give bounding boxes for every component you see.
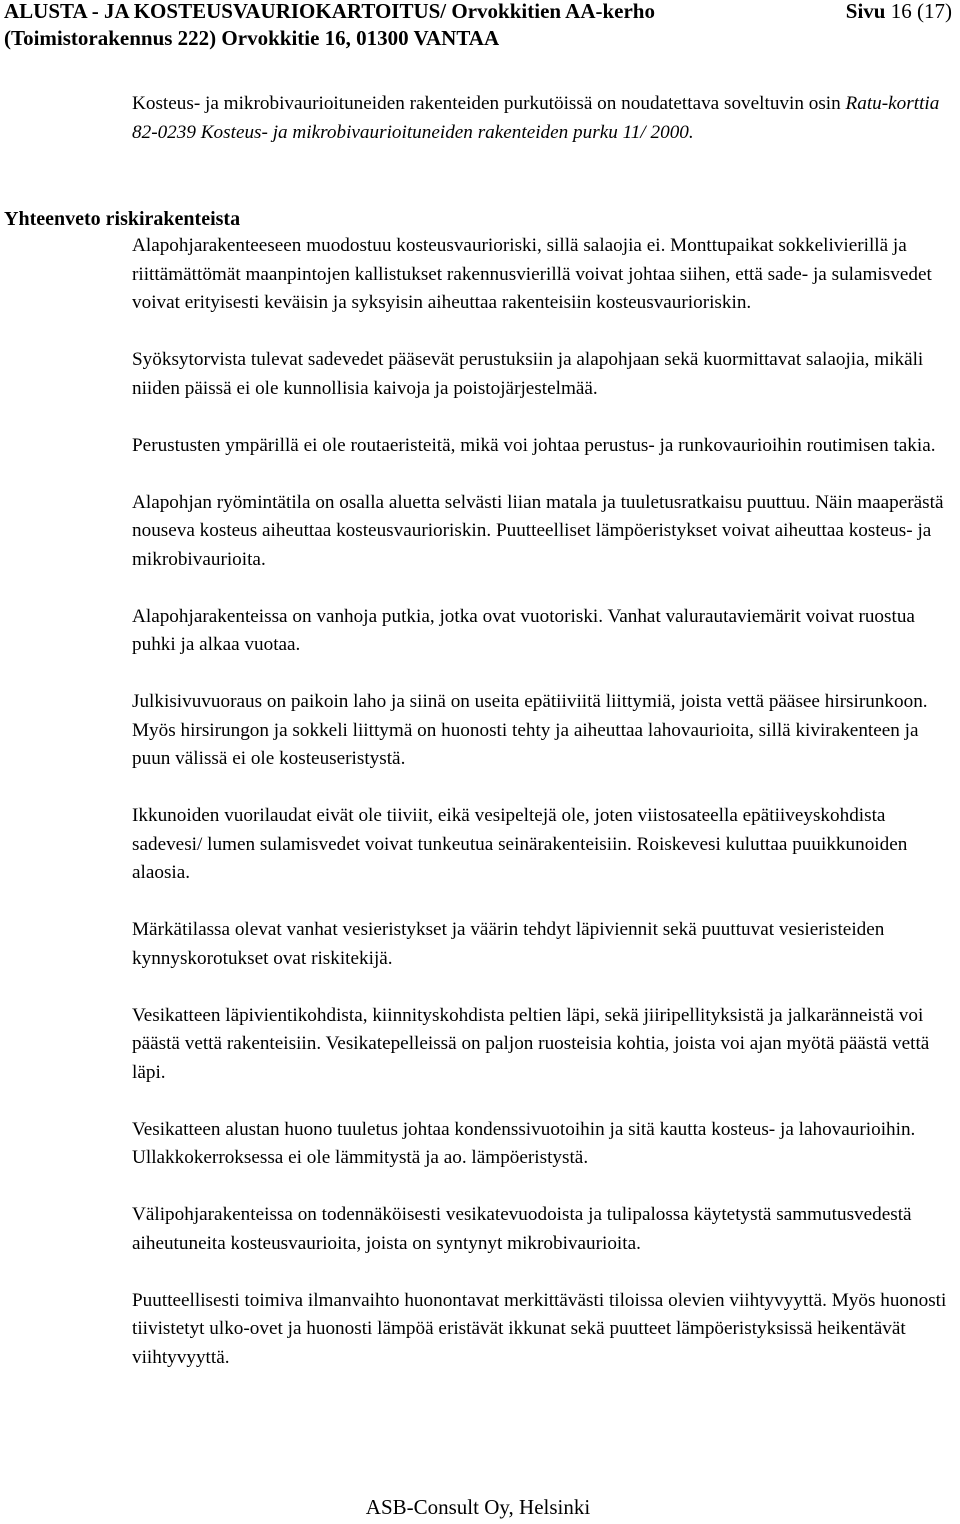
page-footer bbox=[0, 1494, 960, 1520]
footer-company: ASB-Consult Oy, Helsinki bbox=[365, 1495, 591, 1519]
paragraph-12: Puutteellisesti toimiva ilmanvaihto huonontavat merkittävästi tiloissa olevien viihtyvyyttä. Myös huonosti tiivistetyt ulko-ovet ja huonosti lämpöä eristävät ikkunat sekä puutteet lämpöeristyksissä heikentävät viihtyvyyttä. bbox=[132, 1289, 947, 1368]
document-body bbox=[132, 90, 956, 1401]
intro-reference: Ratu-korttia 82-0239 Kosteus- ja mikrobivaurioituneiden rakenteiden purku 11/ 2000. bbox=[132, 93, 940, 143]
paragraph-4: Alapohjan ryömintätila on osalla aluetta selvästi liian matala ja tuuletusratkaisu puuttuu. Näin maaperästä nouseva kosteus aiheuttaa kosteusvaurioriskin. Puutteelliset lämpöeristykset voivat aiheuttaa kosteus- ja mikrobivaurioita. bbox=[132, 491, 944, 570]
paragraph-8: Märkätilassa olevat vanhat vesieristykset ja väärin tehdyt läpiviennit sekä puuttuvat vesieristeiden kynnyskorotukset ovat riskitekijä. bbox=[132, 919, 885, 969]
page-header bbox=[0, 0, 960, 60]
paragraph-1: Alapohjarakenteeseen muodostuu kosteusvaurioriski, sillä salaojia ei. Monttupaikat sokkelivierillä ja riittämättömät maanpintojen kallistukset rakennusvierillä voivat johtaa siihen, että sade- ja sulamisvedet voivat erityisesti keväisin ja syksyisin aiheuttaa rakenteisiin kosteusvaurioriskin. bbox=[132, 235, 932, 313]
paragraph-11: Välipohjarakenteissa on todennäköisesti vesikatevuodoista ja tulipalossa käytetystä sammutusvedestä aiheutuneita kosteusvaurioita, joista on syntynyt mikrobivaurioita. bbox=[132, 1204, 912, 1254]
page-number-value: 16 (17) bbox=[890, 0, 952, 23]
paragraph-3: Perustusten ympärillä ei ole routaeristeitä, mikä voi johtaa perustus- ja runkovaurioihin routimisen takia. bbox=[132, 434, 936, 456]
paragraph-5: Alapohjarakenteissa on vanhoja putkia, jotka ovat vuotoriski. Vanhat valurautaviemärit voivat ruostua puhki ja alkaa vuotaa. bbox=[132, 605, 915, 655]
section-heading: Yhteenveto riskirakenteista bbox=[4, 208, 241, 230]
paragraph-6: Julkisivuvuoraus on paikoin laho ja siinä on useita epätiiviitä liittymiä, joista vettä pääsee hirsirunkoon. Myös hirsirungon ja sokkeli liittymä on huonosti tehty ja aiheuttaa lahovaurioita, sillä kivirakenteen ja puun välissä ei ole kosteuseristystä. bbox=[132, 691, 928, 769]
paragraph-9: Vesikatteen läpivientikohdista, kiinnityskohdista peltien läpi, sekä jiiripellityksistä ja jalkaränneistä voi päästä vettä rakenteisiin. Vesikatepelleissä on paljon ruosteisia kohtia, joista voi ajan myötä päästä vettä läpi. bbox=[132, 1004, 930, 1083]
page-number bbox=[846, 0, 952, 24]
paragraph-2: Syöksytorvista tulevat sadevedet pääsevät perustuksiin ja alapohjaan sekä kuormittavat salaojia, mikäli niiden päissä ei ole kunnollisia kaivoja ja poistojärjestelmää. bbox=[132, 349, 924, 399]
document-address: (Toimistorakennus 222) Orvokkitie 16, 01300 VANTAA bbox=[4, 26, 500, 50]
intro-paragraph bbox=[132, 90, 956, 147]
page-label: Sivu bbox=[845, 0, 886, 23]
paragraph-10: Vesikatteen alustan huono tuuletus johtaa kondenssivuotoihin ja sitä kautta kosteus- ja lahovaurioihin. Ullakkokerroksessa ei ole lämmitystä ja ao. lämpöeristystä. bbox=[132, 1118, 916, 1168]
paragraph-7: Ikkunoiden vuorilaudat eivät ole tiiviit, eikä vesipeltejä ole, joten viistosateella epätiiveyskohdista sadevesi/ lumen sulamisvedet voivat tunkeutua seinärakenteisiin. Roiskevesi kuluttaa puuikkunoiden alaosia. bbox=[132, 805, 908, 883]
intro-text: Kosteus- ja mikrobivaurioituneiden rakenteiden purkutöissä on noudatettava soveltuvin osin bbox=[132, 93, 846, 114]
document-title: ALUSTA - JA KOSTEUSVAURIOKARTOITUS/ Orvokkitien AA-kerho bbox=[4, 0, 655, 23]
